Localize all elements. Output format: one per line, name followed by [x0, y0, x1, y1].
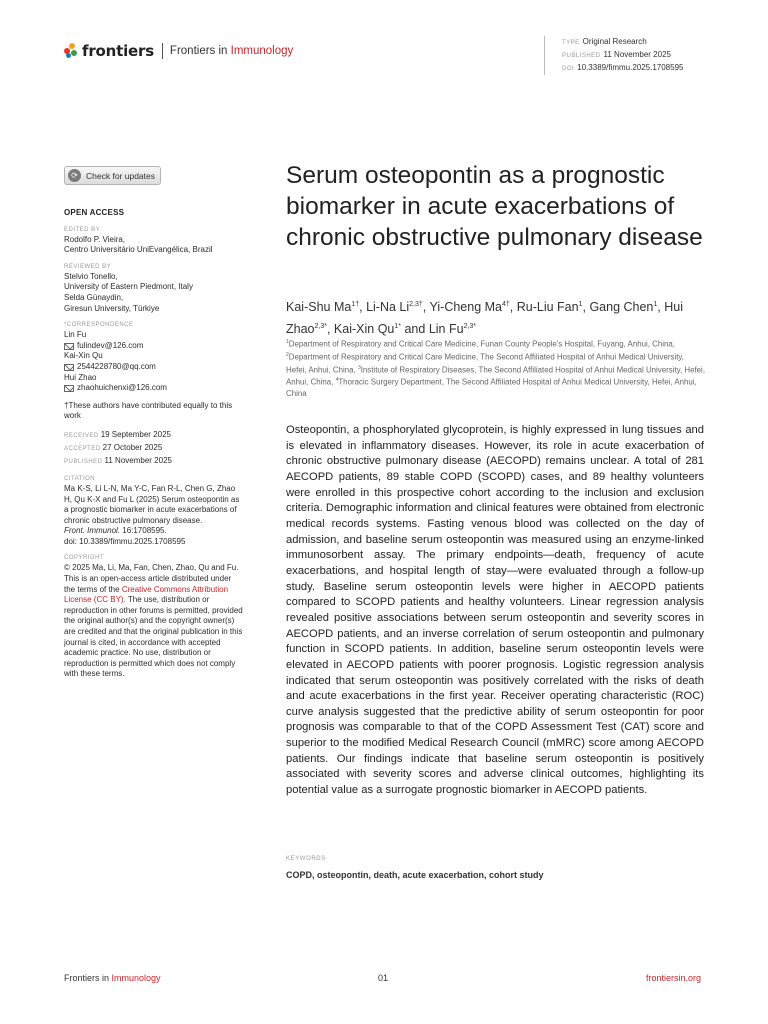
keywords: COPD, osteopontin, death, acute exacerbation, cohort study [286, 870, 544, 880]
check-updates-icon: ⟳ [68, 169, 81, 182]
journal-name: Frontiers in Immunology [169, 45, 294, 57]
affiliation-text: Department of Respiratory and Critical Care Medicine, The Second Affiliated Hospital of Anhui Medical University, Hefei, Anhui, China, [286, 352, 684, 375]
affiliation-text: Thoracic Surgery Department, The Second Affiliated Hospital of Anhui Medical University, Hefei, Anhui, China [286, 378, 697, 399]
copyright-section: COPYRIGHT © 2025 Ma, Li, Ma, Fan, Chen, Zhao, Qu and Fu. This is an open-access article distributed under the terms of the Creative Commons Attribution License (CC BY). The use, distribution or reproduction in other forums is permitted, provided the original author(s) and the copyright owner(s) are credited and that the original publication in this journal is cited, in accordance with accepted academic practice. No use, distribution or reproduction is permitted which does not comply with these terms. [64, 555, 243, 679]
author-affiliation-sup: 1† [351, 301, 360, 308]
author-affiliation-sup: 4† [502, 301, 510, 308]
author-affiliation-sup: 1* [394, 323, 401, 331]
correspondence-section: *CORRESPONDENCE Lin Fu fulindev@126.com Kai-Xin Qu 2544228780@qq.com Hui Zhao zhaohuichenxi@126.com [64, 321, 244, 394]
abstract-text: Osteopontin, a phosphorylated glycoprotein, is highly expressed in lung tissues and is elevated in inflammatory diseases. However, its role in acute exacerbation of chronic obstructive pulmonary disease (AECOPD) remains unclear. A total of 281 AECOPD patients, 89 stable COPD (SCOPD) cases, and 89 healthy volunteers were enrolled in this prospective cohort according to the inclusion and exclusion criteria. Demographic information and clinical features were obtained from electronic medical records systems. Fasting venous blood was collected on the day of admission, and baseline serum osteopontin was measured using an enzyme-linked immunosorbent assay. The primary endpoints—death, frequency of acute exacerbations, and hospital length of stay—were evaluated through a follow-up study. Baseline serum osteopontin levels were higher in AECOPD patients compared to SCOPD patients and healthy volunteers. Linear regression analysis revealed positive associations between serum osteopontin and severity scores in AECOPD patients, and an inverse correlation of serum osteopontin and pulmonary function in SCOPD patients. In addition, baseline serum osteopontin levels were elevated in AECOPD patients with poorer prognosis. Logistic regression analysis indicated that serum osteopontin was positively correlated with the risks of death and acute exacerbations in the first year. Receiver operating characteristic (ROC) curve analysis suggested that the predictive ability of serum osteopontin for poor prognosis was comparable to that of the COPD Assessment Test (CAT) score and superior to the modified Medical Research Council (mMRC) score among AECOPD patients. Our findings indicate that baseline serum osteopontin is positively associated with severity scores and adverse clinical outcomes, highlighting its potential value as a surrogate prognostic biomarker in AECOPD patients. [286, 424, 704, 797]
article-title: Serum osteopontin as a prognostic biomarker in acute exacerbations of chronic obstructive pulmonary disease [286, 162, 703, 251]
article-meta [544, 36, 683, 75]
affiliation-number: 2 [286, 351, 289, 358]
citation-section: CITATION Ma K-S, Li L-N, Ma Y-C, Fan R-L, Chen G, Zhao H, Qu K-X and Fu L (2025) Serum osteopontin as a prognostic biomarker in acute exacerbations of chronic obstructive pulmonary disease. Front. Immunol. 16:1708595. doi: 10.3389/fimmu.2025.1708595 [64, 475, 244, 548]
author-name: Ru-Liu Fan [516, 300, 579, 315]
author-name: Lin Fu [428, 322, 464, 337]
email-link[interactable]: zhaohuichenxi@126.com [64, 383, 244, 394]
edited-by-section: EDITED BY Rodolfo P. Vieira, Centro Universitário UniEvangélica, Brazil [64, 226, 213, 255]
mail-icon [64, 364, 74, 371]
mail-icon [64, 343, 74, 350]
frontiers-logo-icon [64, 43, 78, 59]
mail-icon [64, 385, 74, 392]
affiliation-number: 4 [335, 377, 339, 384]
affiliations [286, 337, 706, 400]
author-affiliation-sup: 2,3* [463, 323, 477, 331]
footer-site-link[interactable]: frontiersin.org [646, 973, 702, 983]
dates-section: RECEIVED 19 September 2025 ACCEPTED 27 October 2025 PUBLISHED 11 November 2025 [64, 429, 172, 465]
footer-journal: Frontiers in Immunology [64, 973, 161, 983]
citation-doi[interactable]: doi: 10.3389/fimmu.2025.1708595 [64, 536, 186, 546]
logo-divider [162, 43, 163, 59]
author-name: Yi-Cheng Ma [429, 300, 502, 315]
author-name: Gang Chen [589, 300, 654, 315]
meta-type: TYPE Original Research [562, 37, 647, 46]
meta-doi[interactable]: DOI 10.3389/fimmu.2025.1708595 [562, 63, 684, 72]
author-affiliation-sup: 2,3† [409, 301, 423, 308]
author-affiliation-sup: 1 [653, 301, 658, 308]
email-link[interactable]: fulindev@126.com [64, 341, 244, 352]
cc-by-license-link[interactable]: Creative Commons Attribution License (CC BY). [64, 584, 229, 605]
affiliation-text: Department of Respiratory and Critical Care Medicine, Funan County People's Hospital, Fuyang, Anhui, China, [288, 339, 675, 349]
author-affiliation-sup: 1 [578, 301, 583, 308]
check-updates-button[interactable]: ⟳ Check for updates [64, 166, 161, 185]
affiliation-number: 1 [286, 339, 289, 345]
author-name: Li-Na Li [366, 300, 410, 315]
author-name: Kai-Shu Ma [286, 300, 352, 315]
meta-published: PUBLISHED 11 November 2025 [562, 50, 671, 59]
author-name: Kai-Xin Qu [333, 322, 395, 337]
keywords-label: KEYWORDS [286, 856, 326, 862]
author-name: Hui Zhao [286, 300, 684, 337]
publisher-logo[interactable] [64, 42, 293, 60]
email-link[interactable]: 2544228780@qq.com [64, 362, 244, 373]
sidebar-metadata [64, 208, 244, 687]
publisher-name: frontiers [82, 42, 154, 60]
reviewed-by-section: REVIEWED BY Stelvio Tonello, University of Eastern Piedmont, Italy Selda Günaydin, Giresun University, Türkiye [64, 263, 193, 313]
affiliation-number: 3 [357, 364, 361, 371]
author-list: Kai-Shu $Ma^{1\dagger}$, Li-Na $Li^{2,3\dagger}$, Yi-Cheng $Ma^{4\dagger}$, Ru-Liu Fan$^1$, Gang Chen$^1$, Hui Zhao$^{2,3*}$, Kai-Xin $Qu^{1*}$ and Lin $Fu^{2,3*}$ [286, 300, 684, 337]
page-number: 01 [378, 973, 389, 983]
open-access-label: OPEN ACCESS [64, 208, 125, 217]
author-affiliation-sup: 2,3* [314, 323, 327, 331]
equal-contribution-note: †These authors have contributed equally to this work [64, 400, 233, 421]
affiliation-text: Institute of Respiratory Diseases, The Second Affiliated Hospital of Anhui Medical University, Hefei, Anhui, China, [286, 365, 706, 388]
